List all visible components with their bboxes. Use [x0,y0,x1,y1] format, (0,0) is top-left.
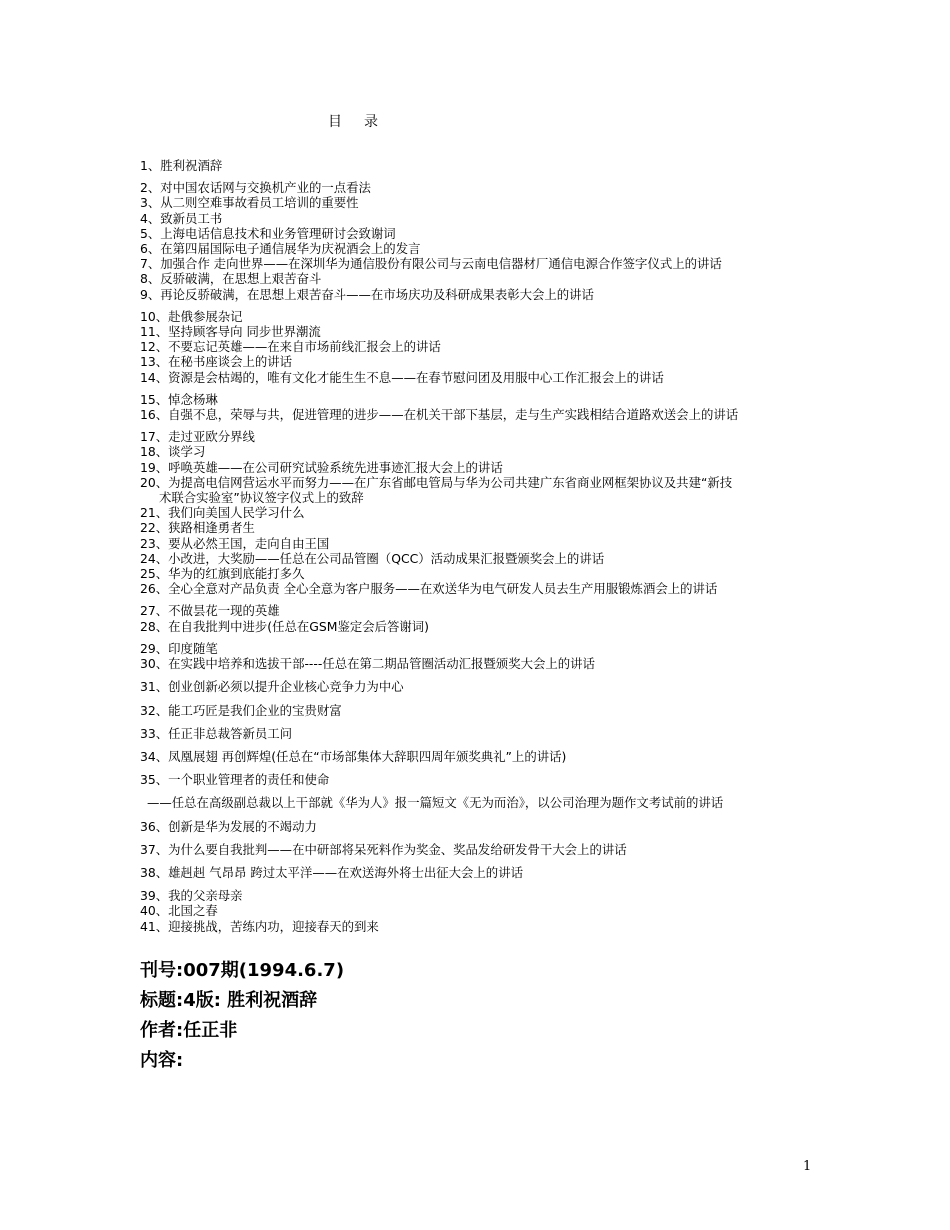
article-content-label: 内容: [140,1050,184,1071]
toc-item-41[interactable]: 41、迎接挑战，苦练内功，迎接春天的到来 [140,918,379,934]
toc-item-17[interactable]: 17、走过亚欧分界线 [140,429,255,445]
toc-item-29[interactable]: 29、印度随笔 [140,640,218,656]
toc-item-20-continued: 术联合实验室”协议签字仪式上的致辞 [159,490,364,506]
article-author: 作者:任正非 [140,1020,238,1041]
toc-item-34[interactable]: 34、凤凰展翅 再创辉煌(任总在“市场部集体大辞职四周年颁奖典礼”上的讲话) [140,748,567,764]
toc-item-38[interactable]: 38、雄赳赳 气昂昂 跨过太平洋——在欢送海外将士出征大会上的讲话 [140,864,523,880]
toc-item-20[interactable]: 20、为提高电信网营运水平而努力——在广东省邮电管局与华为公司共建广东省商业网框架协议及共建“新技 [140,474,733,490]
toc-title-right: 录 [364,114,378,130]
toc-item-35[interactable]: 35、一个职业管理者的责任和使命 [140,772,330,788]
toc-item-22[interactable]: 22、狭路相逢勇者生 [140,520,255,536]
toc-item-35-subtitle: ——任总在高级副总裁以上干部就《华为人》报一篇短文《无为而治》，以公司治理为题作文考试前的讲话 [147,795,724,811]
toc-title [328,111,378,131]
page-number: 1 [803,1159,812,1174]
toc-item-2[interactable]: 2、对中国农话网与交换机产业的一点看法 [140,180,371,196]
article-header [140,956,344,1076]
toc-item-12[interactable]: 12、不要忘记英雄——在来自市场前线汇报会上的讲话 [140,339,441,355]
toc-item-33[interactable]: 33、任正非总裁答新员工问 [140,725,293,741]
toc-item-27[interactable]: 27、不做昙花一现的英雄 [140,603,280,619]
toc-item-15[interactable]: 15、悼念杨琳 [140,391,218,407]
toc-item-16[interactable]: 16、自强不息，荣辱与共，促进管理的进步——在机关干部下基层，走与生产实践相结合道路欢送会上的讲话 [140,407,739,423]
toc-item-21[interactable]: 21、我们向美国人民学习什么 [140,505,305,521]
table-of-contents [140,158,830,934]
toc-item-37[interactable]: 37、为什么要自我批判——在中研部将呆死料作为奖金、奖品发给研发骨干大会上的讲话 [140,841,627,857]
toc-item-25[interactable]: 25、华为的红旗到底能打多久 [140,566,305,582]
toc-item-36[interactable]: 36、创新是华为发展的不竭动力 [140,818,317,834]
toc-item-6[interactable]: 6、在第四届国际电子通信展华为庆祝酒会上的发言 [140,241,421,257]
toc-item-18[interactable]: 18、谈学习 [140,444,206,460]
toc-item-11[interactable]: 11、坚持顾客导向 同步世界潮流 [140,324,321,340]
toc-item-32[interactable]: 32、能工巧匠是我们企业的宝贵财富 [140,702,342,718]
toc-item-3[interactable]: 3、从二则空难事故看员工培训的重要性 [140,195,359,211]
toc-item-1[interactable]: 1、胜利祝酒辞 [140,158,223,173]
toc-item-14[interactable]: 14、资源是会枯竭的，唯有文化才能生生不息——在春节慰问团及用服中心工作汇报会上的讲话 [140,369,664,385]
toc-item-4[interactable]: 4、致新员工书 [140,210,223,226]
toc-item-39[interactable]: 39、我的父亲母亲 [140,888,243,904]
toc-item-24[interactable]: 24、小改进，大奖励——任总在公司品管圈（QCC）活动成果汇报暨颁奖会上的讲话 [140,550,605,566]
toc-item-5[interactable]: 5、上海电话信息技术和业务管理研讨会致谢词 [140,225,396,241]
toc-item-13[interactable]: 13、在秘书座谈会上的讲话 [140,354,293,370]
toc-item-40[interactable]: 40、北国之春 [140,903,218,919]
toc-item-19[interactable]: 19、呼唤英雄——在公司研究试验系统先进事迹汇报大会上的讲话 [140,459,503,475]
toc-item-26[interactable]: 26、全心全意对产品负责 全心全意为客户服务——在欢送华为电气研发人员去生产用服锻炼酒会上的讲话 [140,581,718,597]
toc-item-28[interactable]: 28、在自我批判中进步(任总在GSM鉴定会后答谢词) [140,618,430,634]
toc-title-left: 目 [328,114,342,130]
toc-item-10[interactable]: 10、赴俄参展杂记 [140,308,243,324]
toc-item-9[interactable]: 9、再论反骄破满，在思想上艰苦奋斗——在市场庆功及科研成果表彰大会上的讲话 [140,286,594,302]
article-headline: 标题:4版: 胜利祝酒辞 [140,990,318,1011]
toc-item-31[interactable]: 31、创业创新必须以提升企业核心竞争力为中心 [140,679,404,695]
toc-item-7[interactable]: 7、加强合作 走向世界——在深圳华为通信股份有限公司与云南电信器材厂通信电源合作签字仪式上的讲话 [140,256,722,272]
toc-item-30[interactable]: 30、在实践中培养和选拔干部----任总在第二期品管圈活动汇报暨颁奖大会上的讲话 [140,656,595,672]
toc-item-8[interactable]: 8、反骄破满，在思想上艰苦奋斗 [140,271,322,287]
article-issue: 刊号:007期(1994.6.7) [140,960,345,981]
toc-item-23[interactable]: 23、要从必然王国，走向自由王国 [140,535,330,551]
